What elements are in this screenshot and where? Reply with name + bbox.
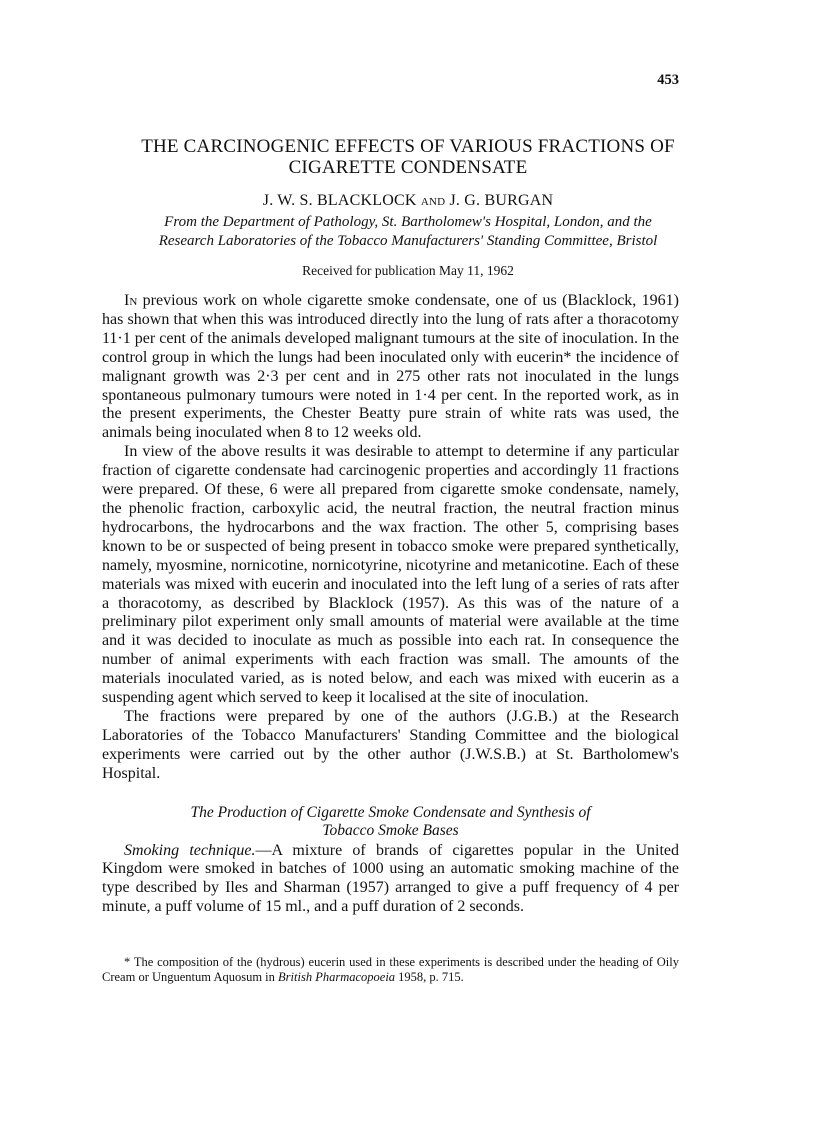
article-title	[70, 136, 746, 178]
footnote-part-1: * The composition of the (hydrous) eucerin used in these experiments is described under the heading of Oily Cream or Unguentum Aquosum in	[102, 955, 679, 984]
title-line-1: THE CARCINOGENIC EFFECTS OF VARIOUS FRACTIONS OF	[141, 136, 675, 157]
section-heading-line-2: Tobacco Smoke Bases	[322, 821, 459, 839]
paragraph-1	[102, 292, 679, 443]
paragraph-1-text: previous work on whole cigarette smoke condensate, one of us (Blacklock, 1961) has shown that when this was introduced directly into the lung of rats after a thoracotomy 11·1 per cent of the animals developed malignant tumours at the site of inoculation. In the control group in which the lungs had been inoculated only with eucerin* the incidence of malignant growth was 2·3 per cent and in 275 other rats not inoculated in the lungs spontaneous pulmonary tumours were noted in 1·4 per cent. In the reported work, as in the present experiments, the Chester Beatty pure strain of white rats was used, the animals being inoculated when 8 to 12 weeks old.	[102, 292, 679, 442]
paragraph-2: In view of the above results it was desirable to attempt to determine if any particular fraction of cigarette condensate had carcinogenic properties and accordingly 11 fractions were prepared. Of these, 6 were all prepared from cigarette smoke condensate, namely, the phenolic fraction, carboxylic acid, the neutral fraction, the neutral fraction minus hydrocarbons, the hydrocarbons and the wax fraction. The other 5, comprising bases known to be or suspected of being present in tobacco smoke were prepared synthetically, namely, myosmine, nornicotine, nornicotyrine, nicotyrine and metanicotine. Each of these materials was mixed with eucerin and inoculated into the left lung of a series of rats after a thoracotomy, as described by Blacklock (1957). As this was of the nature of a preliminary pilot experiment only small amounts of material were available at the time and it was decided to inoculate as much as possible into each rat. In consequence the number of animal experiments with each fraction was small. The amounts of the materials inoculated varied, as is noted below, and each was mixed with eucerin as a suspending agent which served to keep it localised at the site of inoculation.	[102, 443, 679, 707]
section-heading-line-1: The Production of Cigarette Smoke Condensate and Synthesis of	[190, 803, 591, 821]
footnote-text	[102, 955, 679, 984]
affiliation-line-2: Research Laboratories of the Tobacco Manufacturers' Standing Committee, Bristol	[158, 233, 658, 249]
smoking-technique-paragraph	[102, 842, 679, 918]
title-line-2: CIGARETTE CONDENSATE	[288, 157, 528, 178]
author-2: J. G. BURGAN	[449, 192, 554, 209]
affiliation	[70, 213, 746, 251]
author-line	[70, 192, 746, 210]
paragraph-1-lead: In	[124, 292, 138, 309]
footnote	[102, 955, 679, 984]
article-body	[102, 292, 679, 917]
section-heading	[102, 804, 679, 840]
author-1: J. W. S. BLACKLOCK	[262, 192, 417, 209]
received-date: Received for publication May 11, 1962	[302, 263, 514, 278]
paragraph-3: The fractions were prepared by one of the authors (J.G.B.) at the Research Laboratories of the Tobacco Manufacturers' Standing Committee and the biological experiments were carried out by the other author (J.W.S.B.) at St. Bartholomew's Hospital.	[102, 707, 679, 782]
page-number: 453	[657, 72, 679, 88]
smoking-technique-lead: Smoking technique.	[124, 841, 256, 859]
affiliation-line-1: From the Department of Pathology, St. Bartholomew's Hospital, London, and the	[164, 214, 652, 230]
smoking-technique-text: —A mixture of brands of cigarettes popular in the United Kingdom were smoked in batches of 1000 using an automatic smoking machine of the type described by Iles and Sharman (1957) arranged to give a puff frequency of 4 per minute, a puff volume of 15 ml., and a puff duration of 2 seconds.	[102, 841, 680, 916]
footnote-reference: British Pharmacopoeia	[278, 969, 396, 984]
footnote-part-2: 1958, p. 715.	[395, 969, 464, 984]
author-conjunction: and	[420, 192, 446, 209]
